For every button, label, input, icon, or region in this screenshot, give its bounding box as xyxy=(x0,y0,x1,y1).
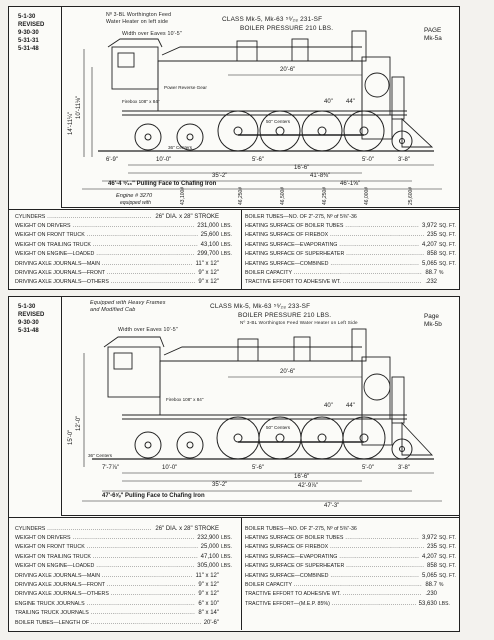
spec-row: DRIVING AXLE JOURNALS—FRONT ..... 9" x 12" xyxy=(15,580,237,589)
specifications-table xyxy=(9,209,459,290)
firebox-label: Firebox 108" x 84" xyxy=(166,397,204,402)
dim-3-8: 3'-8" xyxy=(398,465,410,471)
spec-row: TRACTIVE EFFORT TO ADHESIVE WT. ..... .230 xyxy=(245,590,455,599)
spec-row: TRAILING TRUCK JOURNALS ..... 8" x 14" xyxy=(15,609,237,618)
dim-16-6: 16'-6" xyxy=(294,474,310,480)
revision-date: 9-30-30 xyxy=(18,30,39,36)
dim-40: 40" xyxy=(324,403,333,409)
locomotive-elevation-svg xyxy=(62,7,460,207)
dim-5-6: 5'-6" xyxy=(252,465,264,471)
spec-row: WEIGHT ON DRIVERS ..... 232,900 LBS. xyxy=(15,533,237,542)
dim-46-1: 46'-1⅝" xyxy=(340,181,361,187)
dim-35-2: 35'-2" xyxy=(212,482,228,488)
dim-6-9: 6'-9" xyxy=(106,157,118,163)
spec-row: TRACTIVE EFFORT—(M.E.P. 85%) ..... 53,630 LBS. xyxy=(245,599,455,608)
spec-row: CYLINDERS ..... 26" DIA. x 28" STROKE xyxy=(15,212,237,221)
class-line: CLASS Mk-5, Mk-63 ⁵⁶⁄₂₈ 231-SF xyxy=(222,16,323,23)
spec-row: WEIGHT ON ENGINE—LOADED ..... 299,700 LBS. xyxy=(15,250,237,259)
pulling-face-dim: 47'-6⅝" Pulling Face to Chafing Iron xyxy=(102,493,205,499)
width-over-eaves: Width over Eaves 10'-5" xyxy=(118,327,178,333)
feed-heater-note: Nº 3-BL Worthington Feed Water Heater on Left Side xyxy=(240,320,358,325)
spec-right-column xyxy=(245,524,455,609)
spec-row: HEATING SURFACE OF SUPERHEATER ..... 858 SQ. FT. xyxy=(245,562,455,571)
spec-row: WEIGHT ON TRAILING TRUCK ..... 43,100 LBS. xyxy=(15,240,237,249)
height-dim: 15'-0" xyxy=(68,429,74,445)
spec-row: WEIGHT ON ENGINE—LOADED ..... 305,000 LBS. xyxy=(15,562,237,571)
spec-row: DRIVING AXLE JOURNALS—MAIN ..... 11" x 12" xyxy=(15,571,237,580)
spec-row: HEATING SURFACE—EVAPORATING ..... 4,207 SQ. FT. xyxy=(245,240,455,249)
pulling-face-dim: 46'-4 ⁹⁄₁₆" Pulling Face to Chafing Iron xyxy=(108,181,217,187)
spec-row: DRIVING AXLE JOURNALS—OTHERS ..... 9" x 12" xyxy=(15,278,237,287)
dim-7-7: 7'-7⅞" xyxy=(102,465,119,471)
revision-dates xyxy=(18,13,44,53)
spec-row: ENGINE TRUCK JOURNALS ..... 6" x 10" xyxy=(15,599,237,608)
spec-row: WEIGHT ON TRAILING TRUCK ..... 47,100 LBS. xyxy=(15,552,237,561)
spec-row: WEIGHT ON FRONT TRUCK ..... 25,000 LBS. xyxy=(15,543,237,552)
dim-5-6: 5'-6" xyxy=(252,157,264,163)
dim-16-6: 16'-6" xyxy=(294,165,310,171)
revision-date: 5-31-48 xyxy=(18,328,39,334)
engine-note: Engine # 3270 xyxy=(116,193,153,199)
spec-row: HEATING SURFACE—EVAPORATING ..... 4,207 SQ. FT. xyxy=(245,552,455,561)
spec-row: BOILER TUBES—NO. OF 2"-275, Nº of 5⅜"-36 xyxy=(245,213,357,220)
width-over-eaves: Width over Eaves 10'-5" xyxy=(122,31,182,37)
height-dim: 14'-11¼" xyxy=(68,111,74,135)
column-divider xyxy=(241,518,242,630)
spec-row: HEATING SURFACE OF FIREBOX ..... 235 SQ. FT. xyxy=(245,543,455,552)
spec-row: CYLINDERS ..... 26" DIA. x 28" STROKE xyxy=(15,524,237,533)
revision-label: REVISED xyxy=(18,22,45,28)
locomotive-drawing xyxy=(61,297,460,516)
spec-row: BOILER TUBES—LENGTH OF ..... 20'-6" xyxy=(15,618,237,627)
height-dim: 10'-11⅛" xyxy=(76,95,82,119)
dim-41-8: 41'-8⅜" xyxy=(310,173,331,179)
dim-10-0: 10'-0" xyxy=(162,465,178,471)
spec-row: BOILER TUBES—NO. OF 2"-275, Nº of 5⅜"-36 xyxy=(245,525,357,532)
spec-row: HEATING SURFACE OF FIREBOX ..... 235 SQ. FT. xyxy=(245,231,455,240)
dim-5-0: 5'-0" xyxy=(362,157,374,163)
spec-row: WEIGHT ON DRIVERS ..... 231,000 LBS. xyxy=(15,221,237,230)
spec-row: HEATING SURFACE OF BOILER TUBES ..... 3,972 SQ. FT. xyxy=(245,221,455,230)
locomotive-drawing xyxy=(61,7,460,208)
spec-row: BOILER CAPACITY ..... 88.7 % xyxy=(245,268,455,277)
dim-35-2: 35'-2" xyxy=(212,173,228,179)
axle-weight: 46,000# xyxy=(364,186,370,205)
dim-44: 44" xyxy=(346,99,355,105)
boiler-pressure: BOILER PRESSURE 210 LBS. xyxy=(238,312,332,319)
tube-length-dim: 20'-6" xyxy=(280,67,296,73)
boiler-pressure: BOILER PRESSURE 210 LBS. xyxy=(240,25,334,32)
feed-heater-note: Nº 3-BL Worthington Feed xyxy=(106,12,172,18)
spec-sheet-mk5a xyxy=(8,6,460,290)
revision-date: 9-30-30 xyxy=(18,320,39,326)
page-box xyxy=(424,27,442,43)
spec-row: HEATING SURFACE OF BOILER TUBES ..... 3,972 SQ. FT. xyxy=(245,533,455,542)
spec-row: HEATING SURFACE—COMBINED ..... 5,065 SQ. FT. xyxy=(245,259,455,268)
revision-dates xyxy=(18,303,44,335)
revision-date: 5-1-30 xyxy=(18,304,36,310)
dim-10-0: 10'-0" xyxy=(156,157,172,163)
power-reverse-gear-label: Power Reverse Gear xyxy=(164,85,207,90)
axle-weight: 25,600# xyxy=(408,186,414,205)
feed-heater-note: Water Heater on left side xyxy=(106,19,169,25)
driver-centers-label: 50" Centers xyxy=(266,119,291,124)
revision-date: 5-31-31 xyxy=(18,38,39,44)
axle-weight: 46,250# xyxy=(238,186,244,205)
spec-row: TRACTIVE EFFORT TO ADHESIVE WT. ..... .232 xyxy=(245,278,455,287)
spec-sheet-mk5b xyxy=(8,296,460,632)
spec-row: BOILER CAPACITY ..... 88.7 % xyxy=(245,580,455,589)
spec-left-column xyxy=(15,524,237,627)
spec-row: DRIVING AXLE JOURNALS—OTHERS ..... 9" x 12" xyxy=(15,590,237,599)
page-box xyxy=(424,313,442,329)
specifications-table xyxy=(9,517,459,630)
spec-row: WEIGHT ON FRONT TRUCK ..... 25,600 LBS. xyxy=(15,231,237,240)
modification-note: Equipped with Heavy Frames xyxy=(90,300,166,306)
spec-row: HEATING SURFACE—COMBINED ..... 5,065 SQ. FT. xyxy=(245,571,455,580)
spec-row: HEATING SURFACE OF SUPERHEATER ..... 858 SQ. FT. xyxy=(245,250,455,259)
class-line: CLASS Mk-5, Mk-63 ⁵⁶⁄₂₈ 233-SF xyxy=(210,303,311,310)
driver-centers-label: 50" Centers xyxy=(266,425,291,430)
dim-44: 44" xyxy=(346,403,355,409)
truck-centers-label: 36" Centers xyxy=(168,145,193,150)
revision-date: 5-31-48 xyxy=(18,46,39,52)
revision-date: 5-1-30 xyxy=(18,14,36,20)
dim-5-0: 5'-0" xyxy=(362,465,374,471)
page-label: PAGE xyxy=(424,27,442,34)
axle-weight: 43,100# xyxy=(180,186,186,205)
spec-row: DRIVING AXLE JOURNALS—FRONT ..... 9" x 12" xyxy=(15,268,237,277)
page-number: Mk-5a xyxy=(424,35,442,42)
engine-note: equipped with xyxy=(120,200,151,206)
column-divider xyxy=(241,210,242,290)
dim-42-9: 42'-9⅞" xyxy=(298,483,319,489)
firebox-label: Firebox 108" x 84" xyxy=(122,99,160,104)
spec-right-column xyxy=(245,212,455,287)
tube-length-dim: 20'-6" xyxy=(280,369,296,375)
height-dim: 12'-0" xyxy=(76,415,82,431)
spec-left-column xyxy=(15,212,237,287)
spec-row: DRIVING AXLE JOURNALS—MAIN ..... 11" x 12" xyxy=(15,259,237,268)
page-label: Page xyxy=(424,313,439,320)
truck-centers-label: 36" Centers xyxy=(88,453,113,458)
axle-weight: 46,250# xyxy=(322,186,328,205)
dim-40: 40" xyxy=(324,99,333,105)
axle-weight: 46,500# xyxy=(280,186,286,205)
page-number: Mk-5b xyxy=(424,321,442,328)
dim-47-3: 47'-3" xyxy=(324,503,340,509)
revision-label: REVISED xyxy=(18,312,45,318)
modification-note: and Modified Cab xyxy=(90,307,136,313)
dim-3-8: 3'-8" xyxy=(398,157,410,163)
